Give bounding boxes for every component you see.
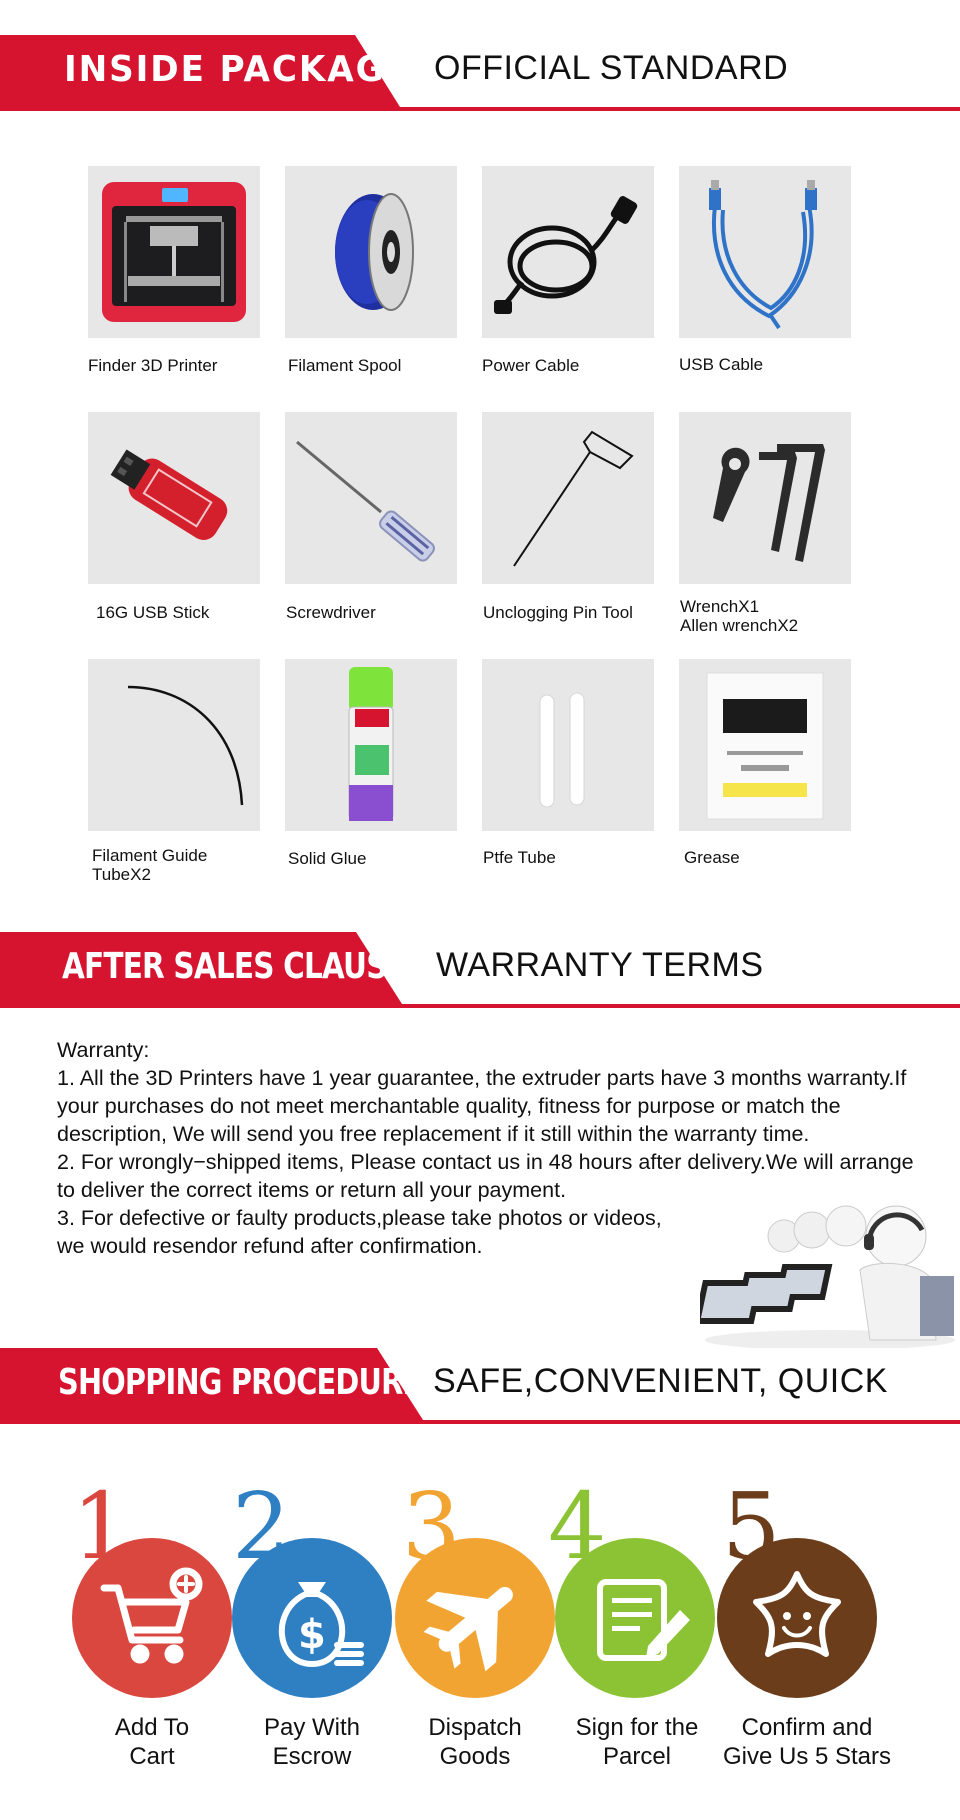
package-item-label: Filament Guide TubeX2: [92, 846, 208, 884]
step-label: Add To Cart: [114, 1714, 190, 1770]
guide-tube-icon: [88, 659, 260, 831]
step-number: 4: [548, 1473, 607, 1580]
package-item-glue: [285, 659, 457, 831]
package-item-label: Grease: [684, 848, 740, 867]
warranty-item: 1. All the 3D Printers have 1 year guarantee, the extruder parts have 3 months warranty.If your purchases do not meet merchantable quality, fitness for purpose or match the description, We will send you free replacement if it still within the warranty time.: [57, 1066, 907, 1146]
package-item-wrench: [679, 412, 851, 584]
step-number: 5: [722, 1473, 781, 1580]
after-sales-header: [0, 932, 960, 1008]
package-item-printer: [88, 166, 260, 338]
screwdriver-icon: [285, 412, 457, 584]
step-label: Sign for the Parcel: [575, 1714, 699, 1770]
svg-text:$: $: [298, 1612, 326, 1658]
package-item-label: Finder 3D Printer: [88, 356, 218, 375]
section-badge: AFTER SALES CLAUSE: [62, 946, 407, 987]
warranty-item: 2. For wrongly−shipped items, Please contact us in 48 hours after delivery.We will arrange to deliver the correct items or return all your payment.: [57, 1150, 914, 1202]
section-badge: SHOPPING PROCEDURE: [58, 1362, 422, 1403]
package-item-label: 16G USB Stick: [96, 603, 210, 622]
pin-tool-icon: [482, 412, 654, 584]
wrench-icon: [679, 412, 851, 584]
warranty-item: we would resendor refund after confirmation.: [57, 1234, 483, 1258]
package-item-label: Unclogging Pin Tool: [483, 603, 633, 622]
power-cable-icon: [482, 166, 654, 338]
package-item-screwdriver: [285, 412, 457, 584]
step-number: 1: [72, 1473, 131, 1580]
package-item-label: WrenchX1 Allen wrenchX2: [680, 597, 799, 635]
package-item-power-cable: [482, 166, 654, 338]
package-item-label: Power Cable: [482, 356, 580, 375]
section-subtitle: OFFICIAL STANDARD: [434, 49, 789, 87]
inside-package-header: [0, 35, 960, 111]
grease-packet-icon: [679, 659, 851, 831]
filament-spool-icon: [285, 166, 457, 338]
usb-stick-icon: [88, 412, 260, 584]
package-item-guide-tube: [88, 659, 260, 831]
step-number: 3: [402, 1473, 461, 1580]
support-agents-illustration: [700, 1200, 960, 1348]
procedure-steps: [0, 1470, 960, 1710]
shopping-procedure-header: [0, 1348, 960, 1424]
package-item-label: USB Cable: [679, 355, 764, 374]
section-subtitle: WARRANTY TERMS: [436, 946, 764, 984]
package-item-usb-cable: [679, 166, 851, 338]
step-number: 2: [232, 1473, 291, 1580]
ptfe-tube-icon: [482, 659, 654, 831]
warranty-heading: Warranty:: [57, 1038, 150, 1062]
package-item-label: Screwdriver: [286, 603, 376, 622]
package-item-filament: [285, 166, 457, 338]
package-item-pin-tool: [482, 412, 654, 584]
package-item-label: Filament Spool: [288, 356, 402, 375]
package-item-usb-stick: [88, 412, 260, 584]
package-item-label: Solid Glue: [288, 849, 367, 868]
step-label: Dispatch Goods: [428, 1714, 522, 1770]
section-badge: INSIDE PACKAGE: [64, 49, 411, 90]
usb-cable-icon: [679, 166, 851, 338]
3d-printer-icon: [88, 166, 260, 338]
warranty-item: 3. For defective or faulty products,please take photos or videos,: [57, 1206, 662, 1230]
package-item-grease: [679, 659, 851, 831]
step-label: Pay With Escrow: [263, 1714, 361, 1770]
package-item-label: Ptfe Tube: [483, 848, 556, 867]
step-label: Confirm and Give Us 5 Stars: [722, 1714, 892, 1770]
package-item-ptfe-tube: [482, 659, 654, 831]
section-subtitle: SAFE,CONVENIENT, QUICK: [433, 1362, 888, 1400]
glue-stick-icon: [285, 659, 457, 831]
